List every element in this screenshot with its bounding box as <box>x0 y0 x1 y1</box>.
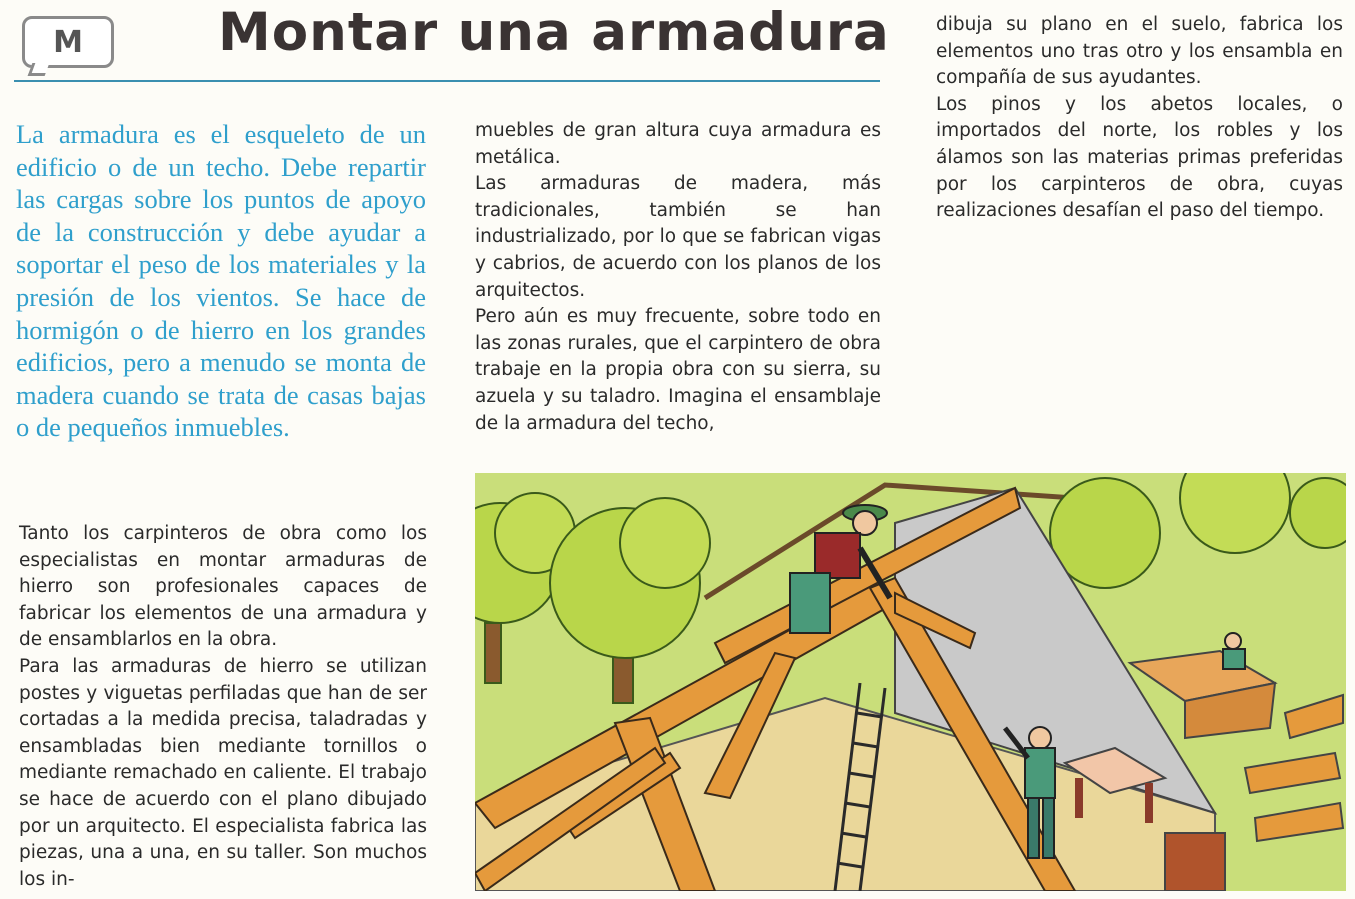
body-paragraph: Para las armaduras de hierro se utilizan postes y viguetas perfiladas que han de ser cortadas a la medida precisa, taladradas y ensambladas bien mediante tornillos o mediante remachado en caliente. El trabajo se hace de acuerdo con el plano dibujado por un arquitecto. El especialista fabrica las piezas, una a una, en su taller. Son muchos los in- <box>19 655 427 890</box>
body-paragraph: Pero aún es muy frecuente, sobre todo en las zonas rurales, que el carpintero de obra trabaje en la propia obra con su sierra, su azuela y su taladro. Imagina el ensamblaje de la armadura del techo, <box>475 306 881 434</box>
body-paragraph: Los pinos y los abetos locales, o importados del norte, los robles y los álamos son las materias primas preferidas por los carpinteros de obra, cuyas realizaciones desafían el paso del tiempo. <box>936 93 1343 222</box>
body-paragraph: Tanto los carpinteros de obra como los especialistas en montar armaduras de hierro son profesionales capaces de fabricar los elementos de una armadura y de ensamblarlos en la obra. <box>19 523 427 651</box>
section-letter-badge <box>22 16 114 68</box>
body-paragraph: Las armaduras de madera, más tradicionales, también se han industrializado, por lo que se fabrican vigas y cabrios, de acuerdo con los planos de los arquitectos. <box>475 173 881 301</box>
body-paragraph: dibuja su plano en el suelo, fabrica los elementos uno tras otro y los ensambla en compañía de sus ayudantes. <box>936 14 1343 89</box>
badge-tail <box>28 63 50 76</box>
lead-paragraph: La armadura es el esqueleto de un edificio o de un techo. Debe repartir las cargas sobre los puntos de apoyo de la construcción y debe ayudar a soportar el peso de los materiales y la presión de los vientos. Se hace de hormigón o de hierro en los grandes edificios, pero a menudo se monta de madera cuando se trata de casas bajas o de pequeños inmuebles. <box>16 119 426 443</box>
body-column-3 <box>936 12 1343 225</box>
page-title: Montar una armadura <box>218 2 890 63</box>
section-letter: M <box>53 24 83 60</box>
roof-truss-illustration <box>475 473 1346 891</box>
body-column-1 <box>19 521 427 893</box>
brick-wall <box>1165 833 1225 891</box>
body-paragraph: muebles de gran altura cuya armadura es metálica. <box>475 120 881 168</box>
title-rule <box>14 80 880 82</box>
body-column-2 <box>475 118 881 437</box>
